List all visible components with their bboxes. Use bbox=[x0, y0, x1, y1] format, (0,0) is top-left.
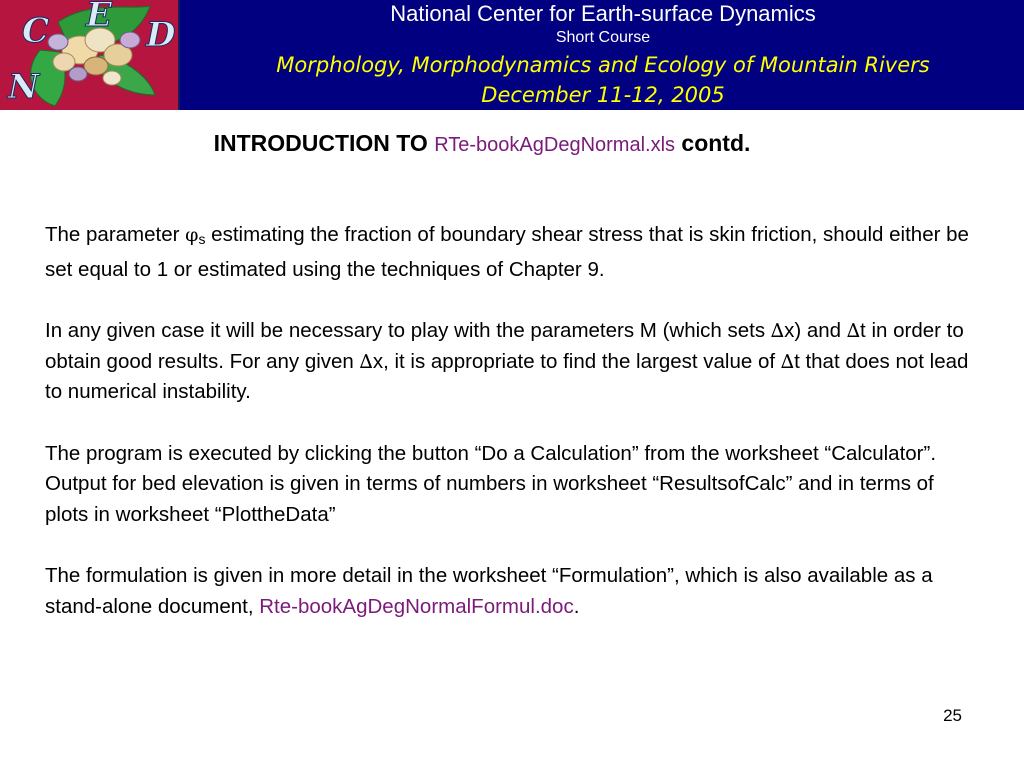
paragraph-formulation bbox=[45, 561, 975, 622]
p2-text-5: t that does not lead to numerical instability. bbox=[45, 349, 969, 403]
slide-title bbox=[0, 128, 964, 160]
logo-letter-n: N bbox=[8, 67, 40, 107]
ced-logo bbox=[0, 0, 180, 110]
delta-symbol: ∆ bbox=[846, 320, 861, 342]
course-title: Morphology, Morphodynamics and Ecology of Mountain Rivers bbox=[276, 53, 930, 77]
paragraph-program: The program is executed by clicking the button “Do a Calculation” from the worksheet “Calculator”. Output for bed elevation is given in terms of numbers in worksheet “ResultsofCalc” and in terms of plots in worksheet “PlottheData” bbox=[45, 441, 937, 526]
p2-text-2: x) and bbox=[784, 319, 842, 342]
pebble-shape bbox=[69, 67, 87, 81]
phi-symbol: φ bbox=[185, 224, 199, 246]
page-number: 25 bbox=[943, 706, 962, 725]
title-filename: RTe-bookAgDegNormal.xls bbox=[434, 134, 676, 156]
pebble-shape bbox=[84, 57, 108, 75]
logo-letter-e: E bbox=[86, 0, 112, 35]
delta-symbol: ∆ bbox=[780, 350, 795, 373]
title-suffix: contd. bbox=[681, 130, 751, 156]
p4-period: . bbox=[573, 594, 580, 618]
course-type: Short Course bbox=[555, 29, 651, 46]
p2-text-1: In any given case it will be necessary to play with the parameters M (which sets bbox=[45, 319, 766, 342]
pebble-shape bbox=[53, 53, 75, 71]
p1-text-start: The parameter bbox=[45, 223, 180, 246]
course-date: December 11-12, 2005 bbox=[481, 83, 725, 107]
logo-letter-c: C bbox=[22, 11, 50, 51]
pebble-shape bbox=[48, 34, 68, 50]
formulation-doc-link[interactable]: Rte-bookAgDegNormalFormul.doc bbox=[259, 594, 574, 618]
header-banner bbox=[0, 0, 1024, 110]
organization-name: National Center for Earth-surface Dynamics bbox=[390, 1, 816, 26]
pebble-shape bbox=[120, 32, 140, 48]
logo-letter-d: D bbox=[146, 15, 176, 55]
paragraph-skin-friction bbox=[45, 220, 975, 285]
delta-symbol: ∆ bbox=[770, 320, 785, 342]
delta-symbol: ∆ bbox=[359, 350, 373, 373]
title-prefix: INTRODUCTION TO bbox=[213, 130, 428, 156]
phi-subscript: s bbox=[198, 231, 206, 247]
p1-text-end: estimating the fraction of boundary shear stress that is skin friction, should either be set equal to 1 or estimated using the techniques of Chapter 9. bbox=[45, 223, 969, 281]
paragraph-parameters bbox=[45, 316, 975, 408]
p2-text-4: x, it is appropriate to find the largest value of bbox=[372, 349, 776, 373]
p4-text: The formulation is given in more detail in the worksheet “Formulation”, which is also available as a stand-alone document, bbox=[45, 564, 933, 618]
p2-text-3: t in order to obtain good results. For any given bbox=[45, 319, 964, 373]
body-text bbox=[45, 220, 975, 653]
pebble-shape bbox=[103, 71, 121, 85]
logo-graphic bbox=[0, 0, 178, 110]
